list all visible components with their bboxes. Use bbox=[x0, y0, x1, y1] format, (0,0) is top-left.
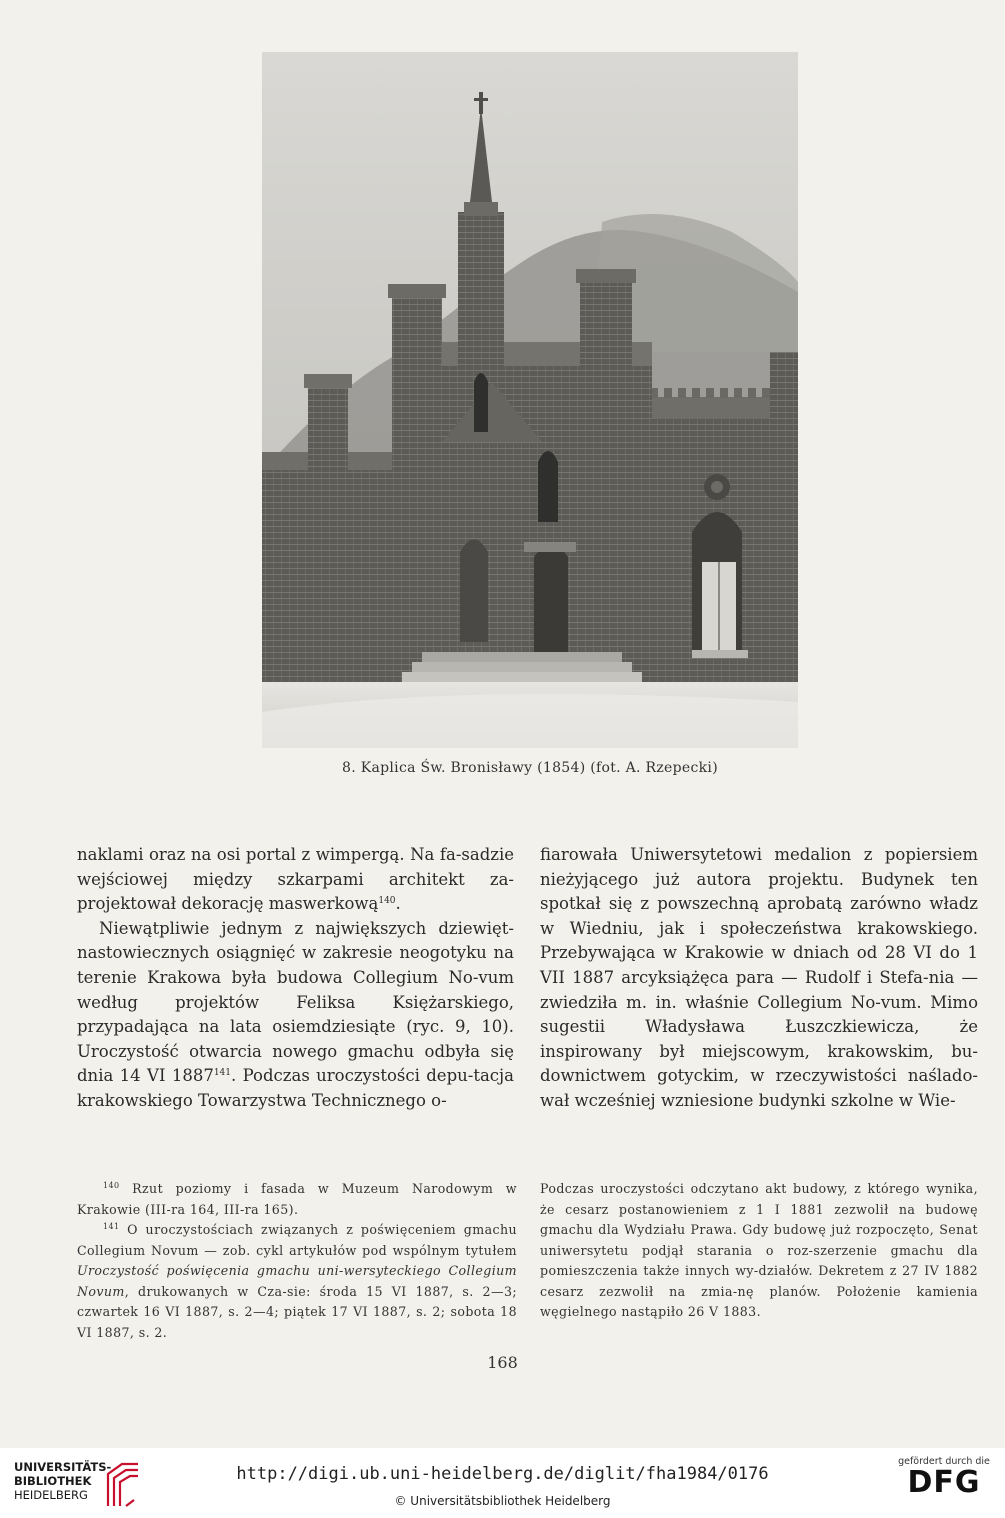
body-column-right bbox=[540, 843, 978, 1114]
ub-heidelberg-logo[interactable]: UNIVERSITÄTS- BIBLIOTHEK HEIDELBERG bbox=[14, 1460, 144, 1510]
body-paragraph-1: naklami oraz na osi portal z wimpergą. Na fa-sadzie wejściowej między szkarpami architekt za-projektował dekorację maswerkową$^{140}$. bbox=[77, 845, 514, 914]
footnote-ref-140[interactable]: 140 bbox=[378, 896, 396, 907]
body-paragraph-2: Niewątpliwie jednym z największych dziewięt-nastowiecznych osiągnięć w zakresie neogotyku na terenie Krakowa była budowa Collegium No-vum według projektów Feliksa Księżarskiego, przypadająca na lata osiemdziesiąte (ryc. 9, 10). Uroczystość otwarcia nowego gmachu odbyła się dnia 14 VI 1887$^{141}$. Podczas uroczystości depu-tacja krakowskiego Towarzystwa Technicznego o- bbox=[77, 918, 514, 1110]
footnotes-right bbox=[540, 1179, 978, 1323]
dfg-wordmark: DFG bbox=[907, 1465, 981, 1500]
body-column-left bbox=[77, 843, 514, 1114]
funded-by-label: gefördert durch die bbox=[898, 1456, 990, 1467]
copyright-notice: © Universitätsbibliothek Heidelberg bbox=[394, 1494, 611, 1508]
footnote-140: $^{140}$ Rzut poziomy i fasada w Muzeum Narodowym w Krakowie (III-ra 164, III-ra 165). bbox=[77, 1181, 517, 1217]
footer-bar bbox=[0, 1448, 1005, 1518]
footnote-141: $^{141}$ O uroczystościach związanych z poświęceniem gmachu Collegium Novum — zob. cykl artykułów pod wspólnym tytułem Uroczystość poświęcenia gmachu uni-wersyteckiego Collegium Novum, drukowanych w Cza-sie: środa 15 VI 1887, s. 2—3; czwartek 16 VI 1887, s. 2—4; piątek 17 VI 1887, s. 2; sobota 18 VI 1887, s. 2. bbox=[77, 1222, 517, 1340]
dfg-logo[interactable] bbox=[894, 1456, 994, 1514]
permalink-url[interactable]: http://digi.ub.uni-heidelberg.de/diglit/fha1984/0176 bbox=[236, 1464, 769, 1484]
chapel-illustration bbox=[262, 52, 798, 748]
figure-caption: 8. Kaplica Św. Bronisławy (1854) (fot. A. Rzepecki) bbox=[342, 760, 718, 776]
body-paragraph-3: fiarowała Uniwersytetowi medalion z popiersiem nieżyjącego już autora projektu. Budynek ten spotkał się z powszechną aprobatą zarówno władz w Wiedniu, jak i społeczeństwa krakowskiego. Przebywająca w Krakowie w dniach od 28 VI do 1 VII 1887 arcyksiążęca para — Rudolf i Stefa-nia — zwiedziła m. in. właśnie Collegium No-vum. Mimo sugestii Władysława Łuszczkiewicza, że inspirowany był miejscowym, krakowskim, bu-downictwem gotyckim, w rzeczywistości naślado-wał wcześniej wzniesione budynki szkolne w Wie- bbox=[540, 845, 978, 1110]
footnotes-left bbox=[77, 1179, 517, 1343]
footnote-ref-141[interactable]: 141 bbox=[213, 1068, 232, 1079]
chapel-photograph bbox=[262, 52, 798, 748]
footnote-141-continued: Podczas uroczystości odczytano akt budowy, z którego wynika, że cesarz postanowieniem z 1 I 1881 zezwolił na budowę gmachu dla Wydziału Prawa. Gdy budowę już rozpoczęto, Senat uniwersytetu podjął starania o roz-szerzenie gmachu dla pomieszczenia także innych wy-działów. Dekretem z 27 IV 1882 cesarz zezwolił na zmia-nę planów. Położenie kamienia węgielnego nastąpiło 26 V 1883. bbox=[540, 1181, 978, 1319]
page-number: 168 bbox=[487, 1353, 518, 1372]
